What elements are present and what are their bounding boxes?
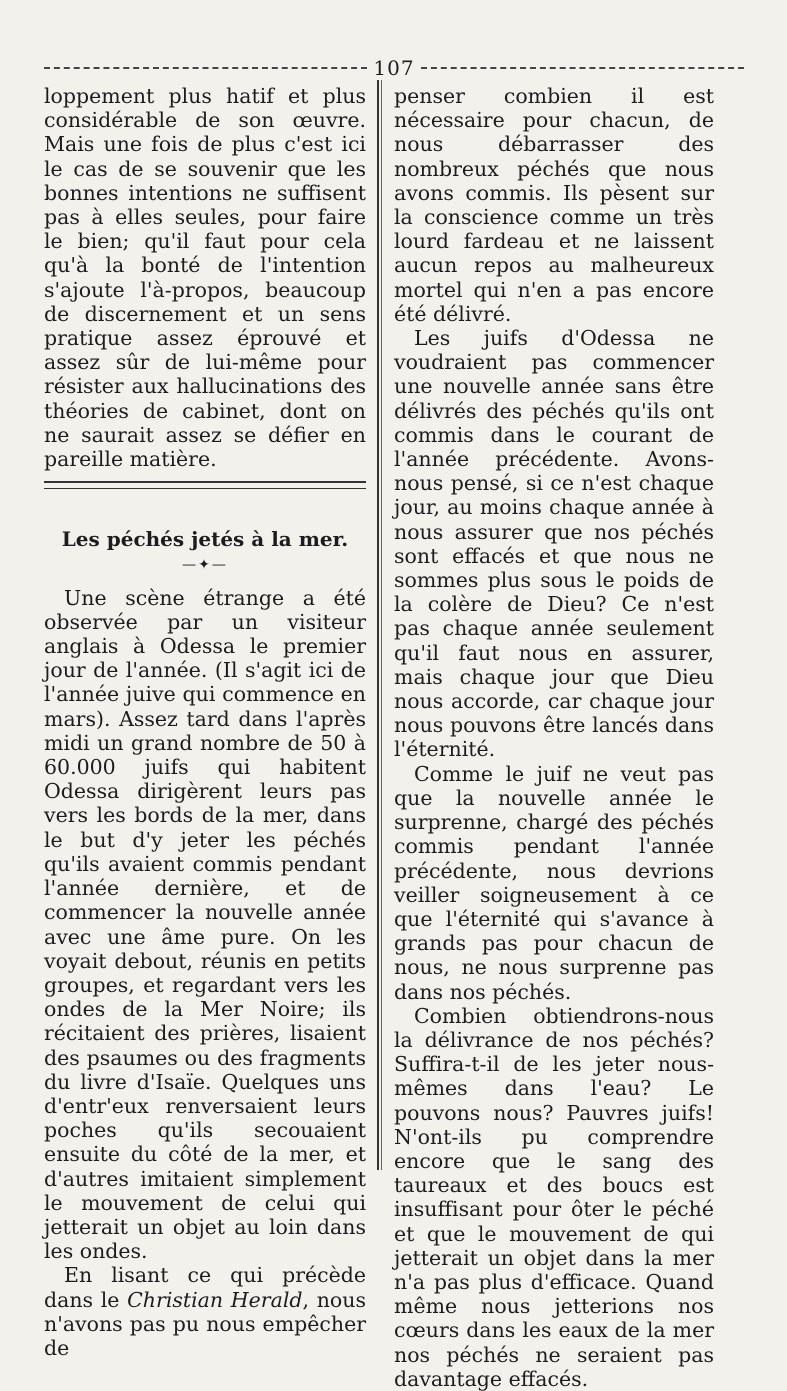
header-rule-left xyxy=(44,67,367,69)
title-ornament: —✦— xyxy=(182,557,228,574)
publication-name: Christian Herald xyxy=(127,1287,303,1312)
article-title: Les péchés jetés à la mer. xyxy=(61,527,349,552)
column-divider xyxy=(377,80,379,1170)
right-paragraph-continued: penser combien il est nécessaire pour chacun, de nous débarrasser des nombreux péchés que nous avons commis. Ils pèsent sur la conscience comme un très lourd fardeau et ne laissent aucun repos au malheureux mortel qui n'en a pas encore été délivré. xyxy=(394,84,714,326)
left-paragraph-continued: loppement plus hatif et plus considérable de son œuvre. Mais une fois de plus c'est ici le cas de se souvenir que les bonnes intentions ne suffisent pas à elles seules, pour faire le bien; qu'il faut pour cela qu'à la bonté de l'intention s'ajoute l'à-propos, beaucoup de discernement et un sens pratique assez éprouvé et assez sûr de lui-même pour résister aux hallucinations des théories de cabinet, dont on ne saurait assez se défier en pareille matière. xyxy=(44,84,366,472)
right-column xyxy=(394,84,714,1391)
article-paragraph-2-end: , nous n'avons pas pu nous empêcher de xyxy=(44,1287,366,1360)
section-separator xyxy=(44,481,366,489)
header-rule-right xyxy=(421,67,744,69)
page-header xyxy=(44,56,744,80)
left-column xyxy=(44,84,366,1360)
right-paragraph-3: Comme le juif ne veut pas que la nouvelle année le surprenne, chargé des péchés commis pendant l'année précédente, nous devrions veiller soigneusement à ce que l'éternité qui s'avance à grands pas pour chacun de nous, ne nous surprenne pas dans nos péchés. xyxy=(394,761,714,1004)
page-number: 107 xyxy=(373,56,415,80)
column-divider-thin xyxy=(381,80,382,1170)
right-paragraph-4: Combien obtiendrons-nous la délivrance de nos péchés? Suffira-t-il de les jeter nous-mêmes dans l'eau? Le pouvons nous? Pauvres juifs! N'ont-ils pu comprendre encore que le sang des taureaux et des boucs est insuffisant pour ôter le péché et que le mouvement de qui jetterait un objet dans la mer n'a pas plus d'efficace. Quand même nous jetterions nos cœurs dans les eaux de la mer nos péchés ne seraient pas davantage effacés. xyxy=(394,1003,714,1391)
right-paragraph-2: Les juifs d'Odessa ne voudraient pas commencer une nouvelle année sans être délivrés des péchés qu'ils ont commis dans le courant de l'année précédente. Avons-nous pensé, si ce n'est chaque jour, au moins chaque année à nous assurer que nos péchés sont effacés et que nous ne sommes plus sous le poids de la colère de Dieu? Ce n'est pas chaque année seulement qu'il faut nous en assurer, mais chaque jour que Dieu nous accorde, car chaque jour nous pouvons être lancés dans l'éternité. xyxy=(394,326,714,762)
article-paragraph-2-start: En lisant ce qui précède dans le xyxy=(44,1263,366,1312)
article-paragraph-1: Une scène étrange a été observée par un visiteur anglais à Odessa le premier jour de l'année. (Il s'agit ici de l'année juive qui commence en mars). Assez tard dans l'après midi un grand nombre de 50 à 60.000 juifs qui habitent Odessa dirigèrent leurs pas vers les bords de la mer, dans le but d'y jeter les péchés qu'ils avaient commis pendant l'année dernière, et de commencer la nouvelle année avec une âme pure. On les voyait debout, réunis en petits groupes, et regardant vers les ondes de la Mer Noire; ils récitaient des prières, lisaient des psaumes ou des fragments du livre d'Isaïe. Quelques uns d'entr'eux renversaient leurs poches qu'ils secouaient ensuite du côté de la mer, et d'autres imitaient simplement le mouvement de celui qui jetterait un objet au loin dans les ondes. xyxy=(44,585,366,1264)
article-paragraph-2 xyxy=(44,1263,366,1360)
